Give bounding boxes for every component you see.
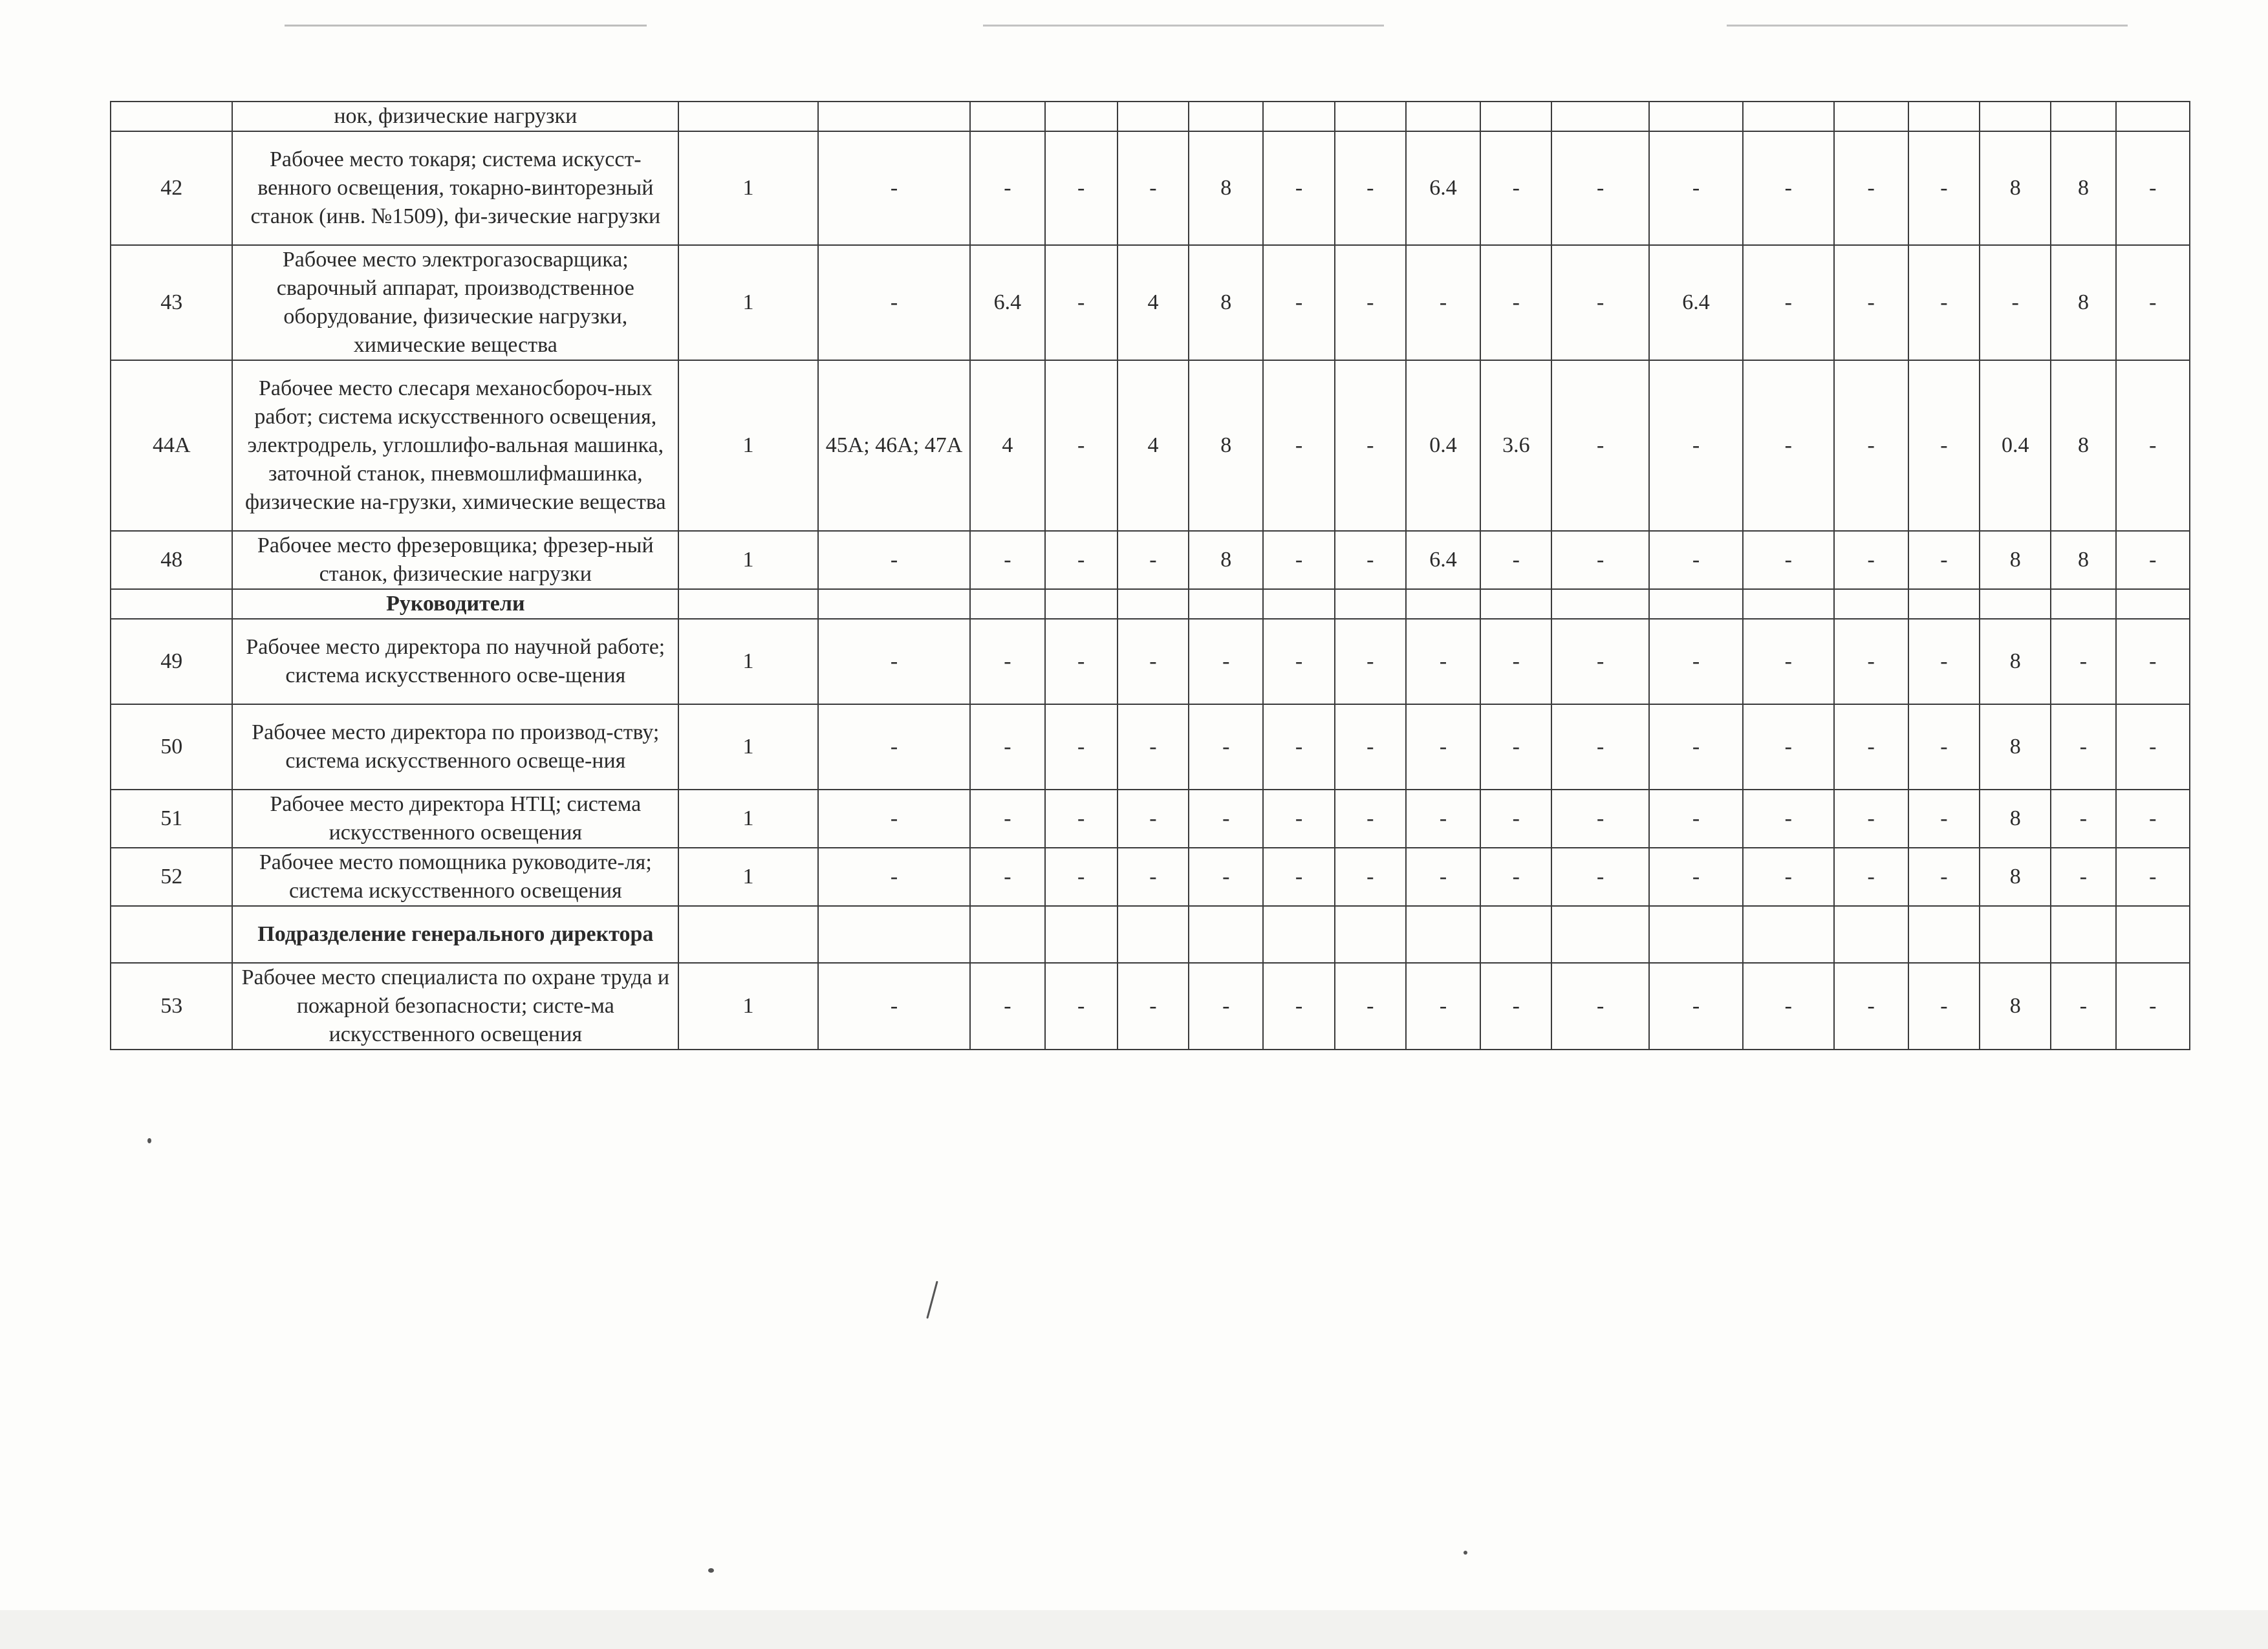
value-cell: 1 [678,790,818,848]
table-row [111,131,2190,245]
value-cell: - [1263,963,1334,1050]
workplace-description: Рабочее место токаря; система искусст-венного освещения, токарно-винторезный станок (инв. №1509), фи-зические нагрузки [232,131,678,245]
value-cell: - [1335,963,1406,1050]
value-cell: - [1551,619,1648,704]
value-cell [1834,589,1908,619]
value-cell: - [1743,848,1833,906]
value-cell: - [1045,619,1118,704]
value-cell [1189,102,1263,131]
value-cell: - [1335,131,1406,245]
row-number: 52 [111,848,232,906]
value-cell [1406,906,1480,963]
value-cell [1908,906,1980,963]
value-cell [1743,102,1833,131]
value-cell: - [1045,963,1118,1050]
value-cell: - [1118,963,1189,1050]
scan-speck [147,1138,151,1143]
value-cell: - [2116,131,2190,245]
value-cell: - [1649,131,1743,245]
value-cell [1406,589,1480,619]
value-cell: - [2116,245,2190,360]
value-cell: - [1551,360,1648,531]
value-cell: - [1743,360,1833,531]
value-cell: 8 [1189,131,1263,245]
value-cell [1649,102,1743,131]
value-cell [2116,906,2190,963]
value-cell: 1 [678,245,818,360]
value-cell: 0.4 [1406,360,1480,531]
value-cell: - [818,531,971,589]
workplace-description: Рабочее место помощника руководите-ля; система искусственного освещения [232,848,678,906]
value-cell: - [970,531,1044,589]
value-cell: - [1045,531,1118,589]
value-cell: - [1189,704,1263,790]
value-cell: - [1480,963,1551,1050]
value-cell [1045,906,1118,963]
value-cell: - [2116,619,2190,704]
value-cell: - [1908,531,1980,589]
value-cell [818,589,971,619]
value-cell [1335,906,1406,963]
value-cell: - [1406,704,1480,790]
scan-speck [708,1568,714,1573]
value-cell: - [1480,131,1551,245]
value-cell: - [1406,619,1480,704]
value-cell: 6.4 [1406,531,1480,589]
value-cell: - [2116,848,2190,906]
section-row [111,589,2190,619]
table-row [111,102,2190,131]
value-cell: 1 [678,131,818,245]
row-number: 42 [111,131,232,245]
value-cell: - [1189,790,1263,848]
value-cell: 6.4 [1649,245,1743,360]
value-cell [1980,102,2051,131]
value-cell [678,589,818,619]
value-cell: - [1335,848,1406,906]
value-cell [1834,906,1908,963]
value-cell: - [1743,790,1833,848]
value-cell [1406,102,1480,131]
row-number: 44А [111,360,232,531]
value-cell: - [1045,131,1118,245]
value-cell [970,102,1044,131]
value-cell: - [1263,245,1334,360]
value-cell [678,906,818,963]
row-number: 48 [111,531,232,589]
value-cell: - [970,619,1044,704]
value-cell: - [1045,790,1118,848]
value-cell: - [2116,963,2190,1050]
value-cell: - [1045,704,1118,790]
value-cell: - [2116,704,2190,790]
value-cell: - [1649,963,1743,1050]
value-cell [818,102,971,131]
value-cell [1118,102,1189,131]
value-cell: - [1480,531,1551,589]
value-cell: - [1551,790,1648,848]
value-cell [1480,589,1551,619]
workplace-description: Рабочее место электрогазосварщика; сварочный аппарат, производственное оборудование, физические нагрузки, химические вещества [232,245,678,360]
value-cell: - [1189,619,1263,704]
value-cell: 1 [678,704,818,790]
value-cell: - [1908,360,1980,531]
value-cell: 8 [1189,245,1263,360]
value-cell: - [818,848,971,906]
value-cell [1189,589,1263,619]
value-cell [1551,906,1648,963]
row-number [111,102,232,131]
value-cell [1189,906,1263,963]
value-cell: 8 [1980,704,2051,790]
value-cell: - [1908,245,1980,360]
value-cell [1980,906,2051,963]
value-cell: - [1649,619,1743,704]
value-cell [2051,589,2115,619]
value-cell: - [1118,790,1189,848]
value-cell: 8 [1189,531,1263,589]
value-cell: 6.4 [970,245,1044,360]
value-cell: - [1263,360,1334,531]
value-cell: - [2051,963,2115,1050]
value-cell: 3.6 [1480,360,1551,531]
table-row [111,245,2190,360]
value-cell: - [1834,848,1908,906]
value-cell [818,906,971,963]
value-cell: 1 [678,963,818,1050]
scan-artifact [1727,25,2128,27]
value-cell [1551,589,1648,619]
value-cell: - [1834,360,1908,531]
section-title: Руководители [232,589,678,619]
value-cell: - [1118,531,1189,589]
row-number: 50 [111,704,232,790]
value-cell [1649,906,1743,963]
value-cell: - [1908,131,1980,245]
value-cell: - [970,848,1044,906]
value-cell [1908,102,1980,131]
table-row [111,848,2190,906]
value-cell: - [1480,704,1551,790]
value-cell: 1 [678,619,818,704]
value-cell [2051,102,2115,131]
value-cell: - [2051,619,2115,704]
value-cell: - [1908,790,1980,848]
value-cell: - [1834,619,1908,704]
value-cell [1834,102,1908,131]
row-number: 49 [111,619,232,704]
workplace-description: нок, физические нагрузки [232,102,678,131]
value-cell [678,102,818,131]
value-cell: 8 [1189,360,1263,531]
workplace-description: Рабочее место директора НТЦ; система искусственного освещения [232,790,678,848]
value-cell: - [1551,704,1648,790]
value-cell: 8 [1980,131,2051,245]
value-cell: - [1743,531,1833,589]
workplace-description: Рабочее место слесаря механосбороч-ных работ; система искусственного освещения, электродрель, углошлифо-вальная машинка, заточной станок, пневмошлифмашинка, физические на-грузки, химические вещества [232,360,678,531]
value-cell: - [1743,963,1833,1050]
value-cell [1480,906,1551,963]
value-cell: - [1335,531,1406,589]
value-cell: - [1480,245,1551,360]
value-cell: - [1908,704,1980,790]
scan-speck [926,1281,938,1319]
table-row [111,963,2190,1050]
value-cell: - [2051,848,2115,906]
value-cell: - [1406,848,1480,906]
value-cell: 8 [1980,790,2051,848]
value-cell: - [2116,790,2190,848]
workplace-description: Рабочее место директора по научной работе; система искусственного осве-щения [232,619,678,704]
value-cell [1263,102,1334,131]
value-cell: - [970,963,1044,1050]
value-cell: - [1480,619,1551,704]
value-cell: - [818,245,971,360]
row-number: 53 [111,963,232,1050]
section-row [111,906,2190,963]
table-row [111,704,2190,790]
value-cell: - [1980,245,2051,360]
value-cell: - [1834,131,1908,245]
value-cell: - [1551,848,1648,906]
value-cell: - [1406,245,1480,360]
value-cell: - [1834,704,1908,790]
value-cell: 8 [2051,360,2115,531]
value-cell: - [1189,848,1263,906]
value-cell: - [1263,790,1334,848]
value-cell: - [1045,360,1118,531]
value-cell: - [1649,531,1743,589]
value-cell: - [1908,619,1980,704]
value-cell [1649,589,1743,619]
value-cell: 6.4 [1406,131,1480,245]
table-row [111,790,2190,848]
value-cell [1263,906,1334,963]
value-cell: - [1834,963,1908,1050]
value-cell: - [1045,848,1118,906]
value-cell: - [970,131,1044,245]
value-cell: - [818,704,971,790]
value-cell [2116,102,2190,131]
value-cell [1263,589,1334,619]
value-cell [1335,102,1406,131]
value-cell: - [818,790,971,848]
workplace-description: Рабочее место специалиста по охране труда и пожарной безопасности; систе-ма искусственного освещения [232,963,678,1050]
value-cell: 1 [678,360,818,531]
value-cell: - [1335,619,1406,704]
value-cell: - [1743,131,1833,245]
value-cell [1743,906,1833,963]
value-cell [1743,589,1833,619]
value-cell: - [1406,963,1480,1050]
workplace-description: Рабочее место директора по производ-ству; система искусственного освеще-ния [232,704,678,790]
value-cell [1551,102,1648,131]
value-cell: - [1263,704,1334,790]
value-cell: - [1649,790,1743,848]
value-cell: - [818,131,971,245]
value-cell [970,906,1044,963]
table-row [111,360,2190,531]
value-cell: - [1649,704,1743,790]
value-cell: - [1649,360,1743,531]
value-cell: 0.4 [1980,360,2051,531]
value-cell [1118,906,1189,963]
value-cell: - [1743,619,1833,704]
results-table [110,101,2190,1050]
value-cell: - [1263,619,1334,704]
value-cell: - [1335,360,1406,531]
value-cell: - [1551,963,1648,1050]
value-cell: - [1551,131,1648,245]
value-cell: - [1189,963,1263,1050]
value-cell [1908,589,1980,619]
value-cell [1045,102,1118,131]
value-cell: 8 [1980,531,2051,589]
value-cell: 4 [1118,245,1189,360]
scan-artifact [285,25,647,27]
value-cell: - [1263,848,1334,906]
value-cell: - [1480,848,1551,906]
value-cell: - [1908,848,1980,906]
row-number [111,906,232,963]
value-cell: - [2116,360,2190,531]
value-cell: - [1834,531,1908,589]
value-cell: 1 [678,531,818,589]
value-cell: 8 [1980,619,2051,704]
value-cell: - [2116,531,2190,589]
value-cell: 8 [2051,531,2115,589]
value-cell: - [2051,790,2115,848]
value-cell: - [1118,704,1189,790]
value-cell: - [1118,848,1189,906]
scan-artifact [983,25,1384,27]
value-cell: - [1480,790,1551,848]
row-number: 43 [111,245,232,360]
row-number [111,589,232,619]
value-cell [970,589,1044,619]
value-cell: - [1263,131,1334,245]
value-cell: - [1118,131,1189,245]
value-cell: - [2051,704,2115,790]
value-cell: - [970,704,1044,790]
row-number: 51 [111,790,232,848]
value-cell: - [1743,245,1833,360]
value-cell [1335,589,1406,619]
scan-edge [0,1610,2268,1649]
value-cell: - [1118,619,1189,704]
value-cell: 4 [1118,360,1189,531]
value-cell: 8 [1980,848,2051,906]
table-row [111,531,2190,589]
value-cell: 8 [2051,245,2115,360]
value-cell [2051,906,2115,963]
value-cell: 1 [678,848,818,906]
value-cell [1980,589,2051,619]
value-cell: - [1335,245,1406,360]
value-cell: - [1834,245,1908,360]
value-cell: - [970,790,1044,848]
value-cell: - [1834,790,1908,848]
value-cell: - [1406,790,1480,848]
value-cell: 45А; 46А; 47А [818,360,971,531]
value-cell [1118,589,1189,619]
value-cell: - [1263,531,1334,589]
value-cell [2116,589,2190,619]
value-cell: - [1908,963,1980,1050]
table-row [111,619,2190,704]
section-title: Подразделение генерального директора [232,906,678,963]
value-cell: - [1045,245,1118,360]
value-cell: 8 [1980,963,2051,1050]
value-cell [1480,102,1551,131]
value-cell: - [1551,531,1648,589]
value-cell: - [1743,704,1833,790]
value-cell: - [1649,848,1743,906]
value-cell: - [818,963,971,1050]
value-cell: - [1551,245,1648,360]
value-cell [1045,589,1118,619]
value-cell: - [1335,704,1406,790]
value-cell: - [1335,790,1406,848]
value-cell: 8 [2051,131,2115,245]
scan-speck [1463,1551,1467,1555]
workplace-description: Рабочее место фрезеровщика; фрезер-ный станок, физические нагрузки [232,531,678,589]
value-cell: - [818,619,971,704]
value-cell: 4 [970,360,1044,531]
